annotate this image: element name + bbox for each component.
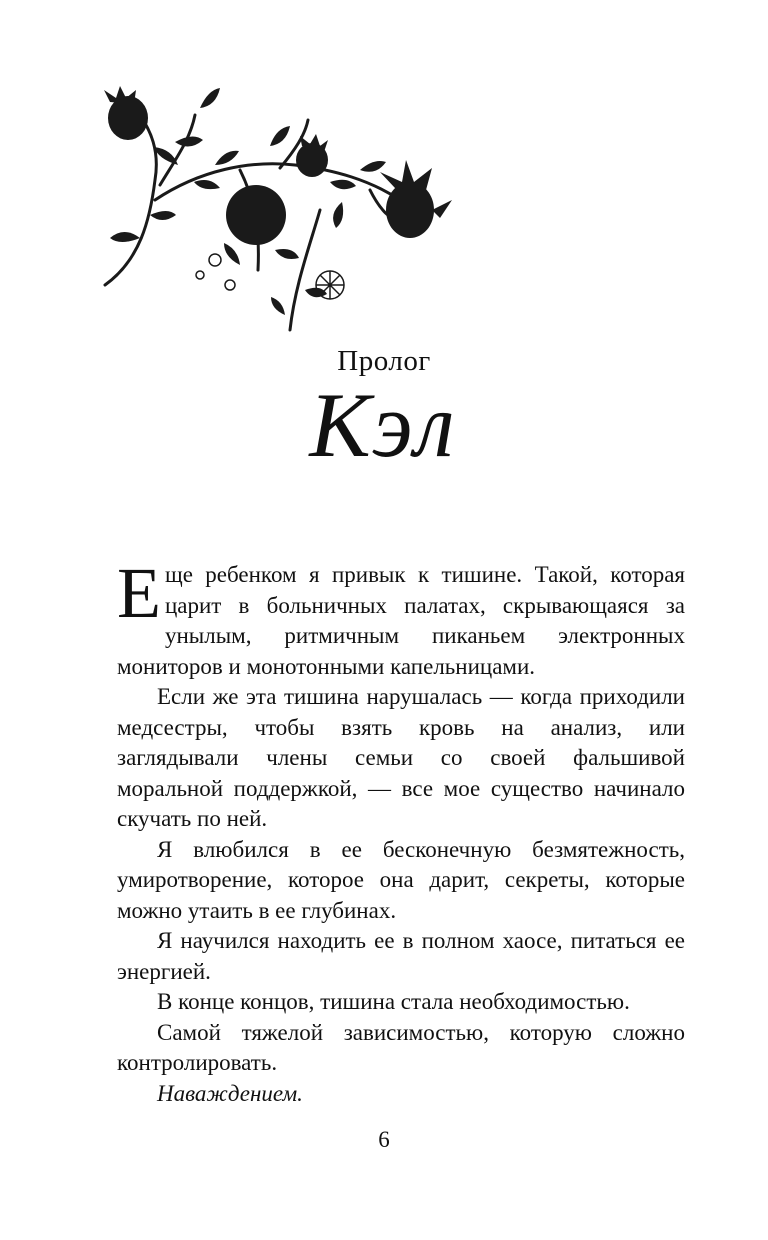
floral-ornament-icon <box>80 60 500 360</box>
paragraph-1-text: ще ребенком я привык к тишине. Такой, которая царит в больничных палатах, скрывающаяся за унылым, ритмичным пиканьем электронных мониторов и монотонными капельницами. <box>117 562 685 679</box>
paragraph-6: Самой тяжелой зависимостью, которую сложно контролировать. <box>117 1019 685 1075</box>
chapter-label: Пролог <box>337 345 431 377</box>
paragraph-4: Я научился находить ее в полном хаосе, питаться ее энергией. <box>117 928 685 984</box>
body-text <box>117 553 685 1109</box>
paragraph-2: Если же эта тишина нарушалась — когда приходили медсестры, чтобы взять кровь на анализ, или заглядывали члены семьи со своей фальшивой моральной поддержкой, — все мое существо начинало скучать по ней. <box>117 684 685 831</box>
drop-cap: Е <box>117 553 161 633</box>
paragraph-7: Наваждением. <box>157 1080 303 1106</box>
paragraph-3: Я влюбился в ее бесконечную безмятежность, умиротворение, которое она дарит, секреты, которые можно утаить в ее глубинах. <box>117 836 685 923</box>
chapter-title: Кэл <box>309 374 459 476</box>
paragraph-1 <box>117 553 685 682</box>
paragraph-5: В конце концов, тишина стала необходимостью. <box>157 989 630 1014</box>
page-number: 6 <box>378 1127 390 1152</box>
